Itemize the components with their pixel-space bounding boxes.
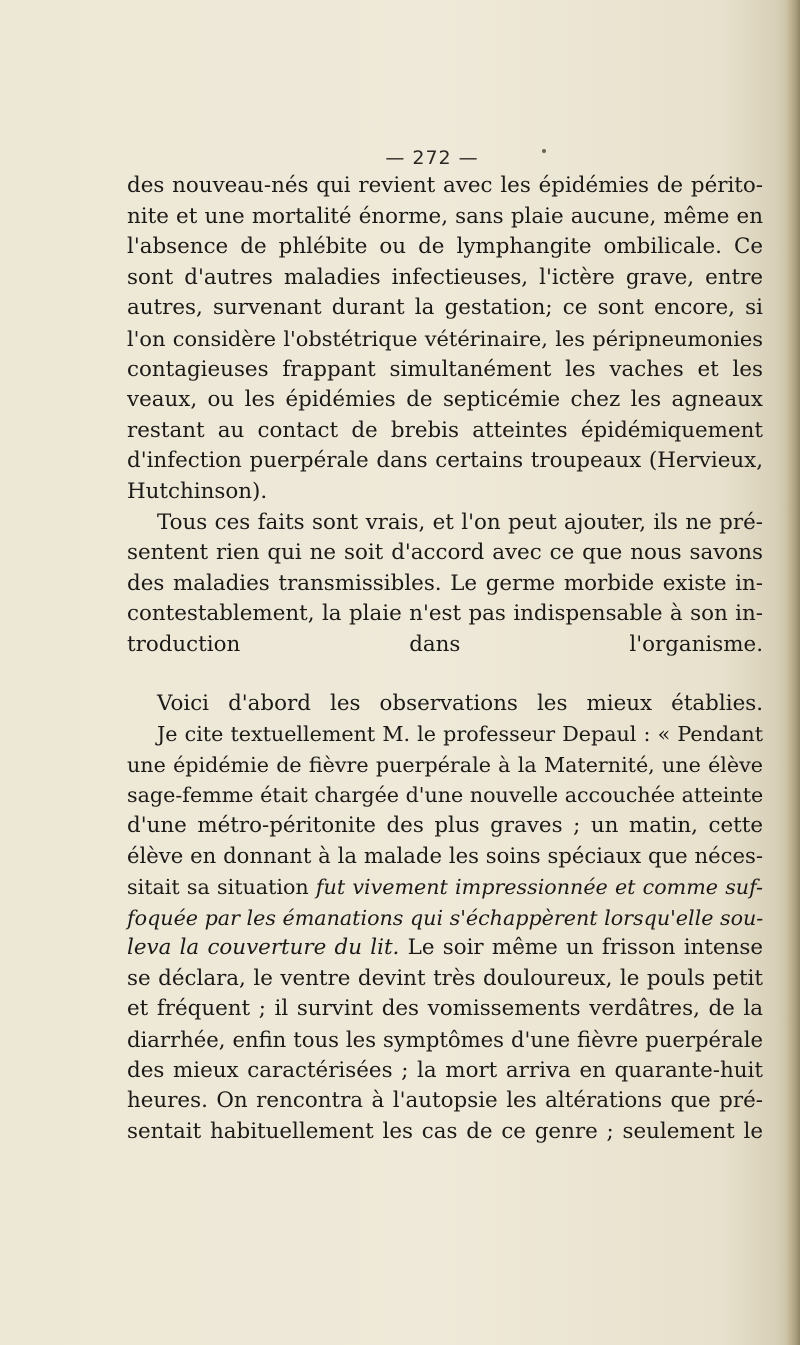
text-line: autres, survenant durant la gestation; ce sont encore, si bbox=[127, 295, 763, 321]
text-line: élève en donnant à la malade les soins spéciaux que néces- bbox=[127, 843, 763, 869]
paragraph-1 bbox=[127, 171, 763, 508]
text-line: restant au contact de brebis atteintes épidémiquement bbox=[127, 417, 763, 443]
text-line: sont d'autres maladies infectieuses, l'ictère grave, entre bbox=[127, 264, 763, 290]
text-line: Tous ces faits sont vrais, et l'on peut ajouter, ils ne pré- bbox=[157, 509, 763, 535]
text-line: sentent rien qui ne soit d'accord avec ce que nous savons bbox=[127, 540, 763, 566]
text-line-italic: foquée par les émanations qui s'échappèrent lorsqu'elle sou- bbox=[127, 905, 764, 930]
text-line bbox=[127, 933, 763, 964]
text-line: contagieuses frappant simultanément les vaches et les bbox=[127, 356, 763, 382]
text-line: heures. On rencontra à l'autopsie les altérations que pré- bbox=[127, 1088, 763, 1114]
page-edge-shadow bbox=[786, 0, 800, 1345]
text-line: des mieux caractérisées ; la mort arriva en quarante-huit bbox=[127, 1057, 763, 1083]
paragraph-4 bbox=[127, 719, 763, 1147]
text-plain: Le soir même un frisson intense bbox=[399, 935, 763, 961]
text-line: des nouveau-nés qui revient avec les épidémies de périto- bbox=[127, 173, 763, 198]
text-line: d'une métro-péritonite des plus graves ; un matin, cette bbox=[127, 812, 763, 838]
paragraph-2 bbox=[127, 508, 763, 661]
text-line: Voici d'abord les observations les mieux établies. bbox=[157, 690, 763, 716]
text-line: une épidémie de fièvre puerpérale à la Maternité, une élève bbox=[127, 752, 763, 777]
paragraph-3 bbox=[127, 689, 763, 720]
text-plain: sitait sa situation bbox=[127, 875, 316, 900]
text-line: l'on considère l'obstétrique vétérinaire, les péripneumonies bbox=[127, 326, 763, 351]
text-line: l'absence de phlébite ou de lymphangite ombilicale. Ce bbox=[127, 234, 763, 260]
text-line: nite et une mortalité énorme, sans plaie aucune, même en bbox=[127, 203, 763, 229]
text-line: d'infection puerpérale dans certains troupeaux (Hervieux, bbox=[127, 448, 763, 474]
text-line: Je cite textuellement M. le professeur Depaul : « Pendant bbox=[157, 722, 763, 747]
text-italic: fut vivement impressionnée et comme suf- bbox=[315, 875, 763, 900]
text-italic: leva la couverture du lit. bbox=[127, 935, 400, 961]
text-line: troduction dans l'organisme. bbox=[127, 631, 763, 657]
page-number: — 272 — bbox=[385, 147, 479, 169]
text-line: se déclara, le ventre devint très douloureux, le pouls petit bbox=[127, 965, 763, 991]
text-line: des maladies transmissibles. Le germe morbide existe in- bbox=[127, 570, 763, 596]
text-line: et fréquent ; il survint des vomissements verdâtres, de la bbox=[127, 996, 763, 1022]
text-line bbox=[127, 872, 763, 903]
text-line: Hutchinson). bbox=[127, 478, 268, 504]
text-line: veaux, ou les épidémies de septicémie chez les agneaux bbox=[127, 387, 763, 413]
text-line: diarrhée, enfin tous les symptômes d'une fièvre puerpérale bbox=[127, 1027, 763, 1053]
text-line: sentait habituellement les cas de ce genre ; seulement le bbox=[127, 1118, 763, 1144]
text-line: contestablement, la plaie n'est pas indispensable à son in- bbox=[127, 601, 763, 627]
body-text bbox=[127, 171, 763, 1147]
text-line: sage-femme était chargée d'une nouvelle accouchée atteinte bbox=[127, 783, 764, 808]
